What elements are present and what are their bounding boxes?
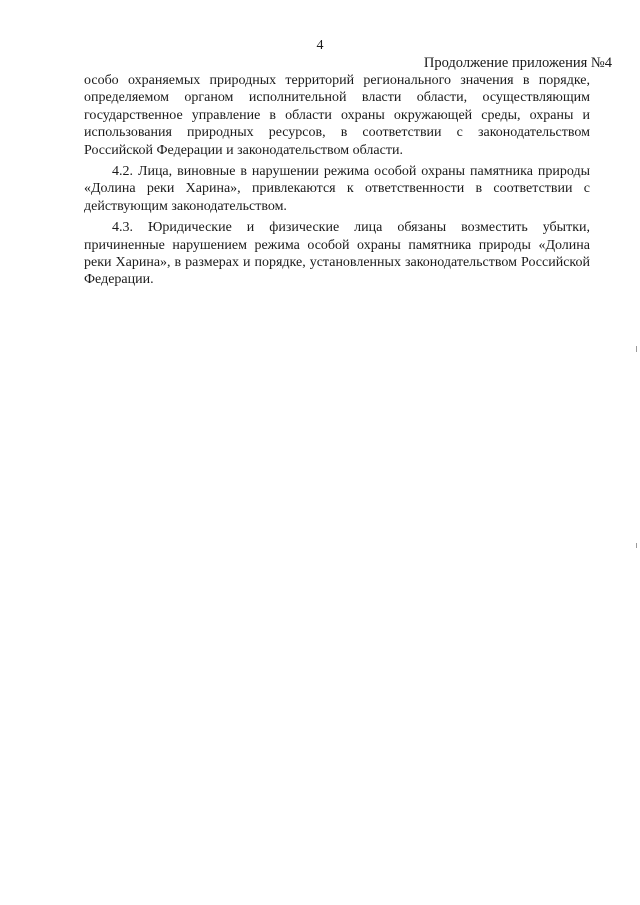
scan-artifact-mark [636,543,637,548]
paragraph-4-3: 4.3. Юридические и физические лица обязаны возместить убытки, причиненные нарушением режима особой охраны памятника природы «Долина реки Харина», в размерах и порядке, установленных законодательством Российской Федерации. [84,220,590,288]
paragraph-continued: особо охраняемых природных территорий регионального значения в порядке, определяемом органом исполнительной власти области, осуществляющим государственное управление в области охраны окружающей среды, охраны и использования природных ресурсов, в соответствии с законодательством Российской Федерации и законодательством области. [84,73,590,158]
scan-artifact-mark [636,346,637,352]
appendix-continuation-label: Продолжение приложения №4 [423,55,612,71]
page-number: 4 [316,38,324,53]
paragraph-4-2: 4.2. Лица, виновные в нарушении режима особой охраны памятника природы «Долина реки Харина», привлекаются к ответственности в соответствии с действующим законодательством. [84,164,590,214]
document-body [84,72,590,293]
